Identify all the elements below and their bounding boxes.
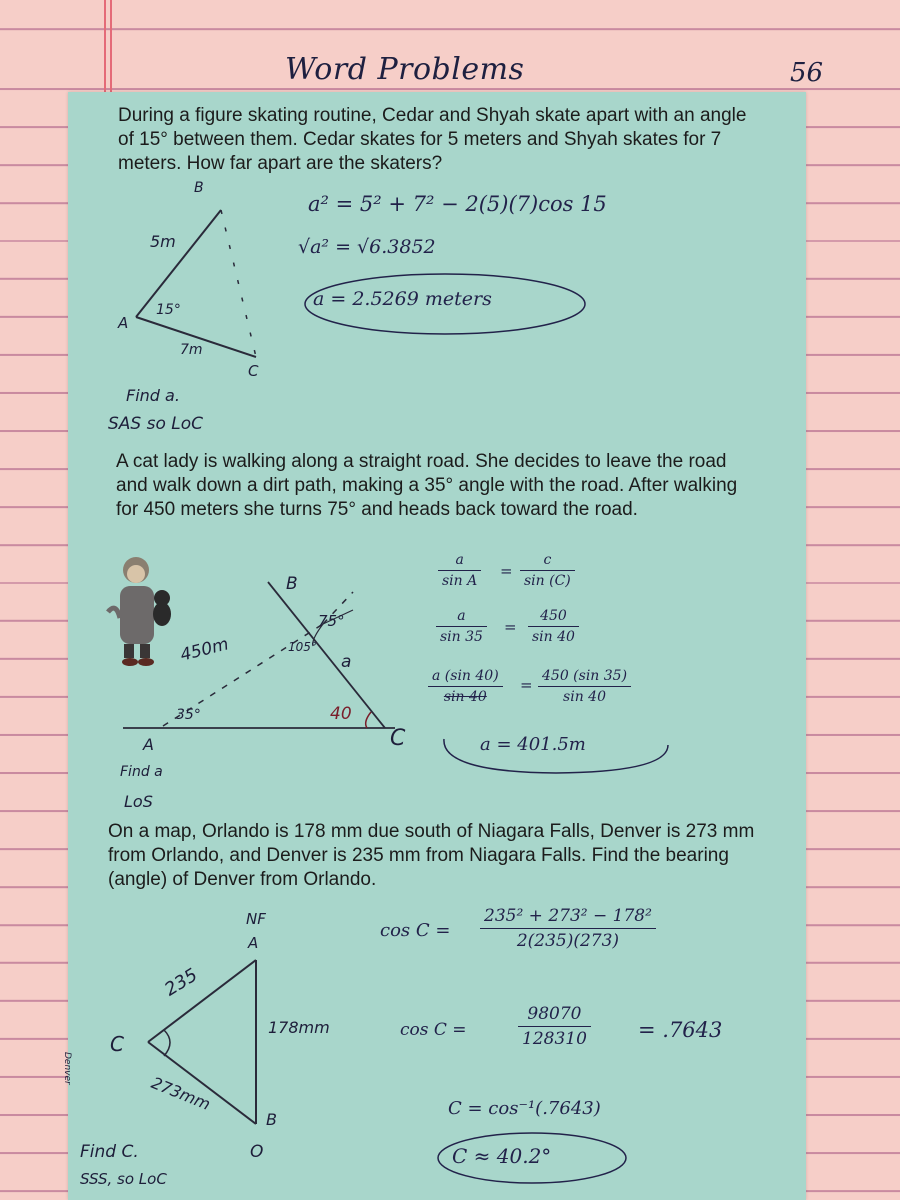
p1-side-ac: 7m xyxy=(180,342,203,358)
p1-side-ab: 5m xyxy=(150,232,176,251)
p2-side-a: a xyxy=(341,652,352,672)
p1-note-find: Find a. xyxy=(126,386,180,405)
p2-answer: a = 401.5m xyxy=(480,734,586,755)
p2-angle-c: 40 xyxy=(330,704,352,724)
p1-label-a: A xyxy=(118,314,129,332)
problem-1-text: During a figure skating routine, Cedar and Shyah skate apart with an angle of 15° between them. Cedar skates for 5 meters and Shyah skates for 7 meters. How far apart are the skaters? xyxy=(118,105,747,174)
p3-note-find: Find C. xyxy=(80,1142,139,1162)
p3-answer: C ≈ 40.2° xyxy=(452,1144,552,1168)
p2-ratio-2-left: $\frac{a}{\sin 35}$ xyxy=(436,608,487,645)
p2-ratio-3-right: $\frac{450 (\sin 35)}{\sin 40}$ xyxy=(538,668,631,705)
p2-answer-circle xyxy=(436,717,676,777)
worksheet-card xyxy=(62,92,806,1200)
p3-answer-circle xyxy=(432,1128,632,1188)
p3-note-method: SSS, so LoC xyxy=(80,1170,167,1188)
p3-side-ac: 235 xyxy=(161,964,202,1001)
p3-label-o: O xyxy=(250,1142,264,1162)
p3-label-denver: Denver xyxy=(62,1052,72,1085)
p2-ratio-1-right: $\frac{c}{\sin (C)}$ xyxy=(520,552,575,589)
p2-ratio-1-left: $\frac{a}{\text{sin A}}$ xyxy=(438,552,481,589)
problem-3-text: On a map, Orlando is 178 mm due south of Niagara Falls, Denver is 273 mm from Orlando, and Denver is 235 mm from Niagara Falls. Find the bearing (angle) of Denver from Orlando. xyxy=(108,821,755,890)
p2-ratio-2-equals: = xyxy=(504,618,517,636)
p3-line-2-result: = .7643 xyxy=(638,1018,723,1042)
problem-2-text: A cat lady is walking along a straight road. She decides to leave the road and walk down a dirt path, making a 35° angle with the road. After walking for 450 meters she turns 75° and heads back toward the road. xyxy=(116,451,738,520)
p2-angle-b: 105° xyxy=(288,640,317,654)
p2-note-find: Find a xyxy=(120,764,163,780)
p3-label-c: C xyxy=(110,1032,124,1056)
p1-note-method: SAS so LoC xyxy=(108,414,204,434)
p2-ratio-1-equals: = xyxy=(500,562,513,580)
p1-answer: a = 2.5269 meters xyxy=(313,288,492,310)
p3-side-ab: 178mm xyxy=(268,1018,330,1037)
p3-label-a: A xyxy=(248,934,259,952)
p1-angle-a: 15° xyxy=(156,302,181,318)
p1-work-line-1: a² = 5² + 7² − 2(5)(7)cos 15 xyxy=(308,192,607,216)
p2-label-b: B xyxy=(286,574,298,594)
p2-ratio-3-left: $\frac{a (\sin 40)}{\sin 40}$ xyxy=(428,668,503,705)
p2-ratio-3-equals: = xyxy=(520,676,533,694)
p2-label-a: A xyxy=(143,735,154,754)
p1-label-c: C xyxy=(248,362,259,380)
p3-line-2-fraction: $\frac{98070}{128310}$ xyxy=(518,1004,591,1049)
p2-note-method: LoS xyxy=(124,792,153,811)
p3-line-3: C = cos⁻¹(.7643) xyxy=(448,1098,601,1119)
p1-work-line-2: √a² = √6.3852 xyxy=(298,236,436,258)
p2-ratio-2-right: $\frac{450}{\sin 40}$ xyxy=(528,608,579,645)
p3-side-cb: 273mm xyxy=(148,1073,214,1114)
page-title: Word Problems xyxy=(285,52,525,87)
p2-angle-ext: 75° xyxy=(318,612,345,630)
p2-side-ab: 450m xyxy=(178,634,231,666)
problem-1-triangle xyxy=(118,192,318,392)
p2-angle-a: 35° xyxy=(176,707,201,723)
p2-label-c: C xyxy=(390,726,406,751)
p1-answer-circle xyxy=(300,270,590,340)
p3-line-1-prefix: cos C = xyxy=(380,920,451,941)
p3-line-2-prefix: cos C = xyxy=(400,1020,467,1040)
p3-line-1-fraction: $\frac{\text{235² + 273² − 178²}}{2(235)(273)}$ xyxy=(480,906,656,951)
p1-label-b: B xyxy=(194,180,204,196)
p3-label-nf: NF xyxy=(246,910,266,928)
page-number: 56 xyxy=(790,58,824,88)
p3-label-b: B xyxy=(266,1110,277,1129)
